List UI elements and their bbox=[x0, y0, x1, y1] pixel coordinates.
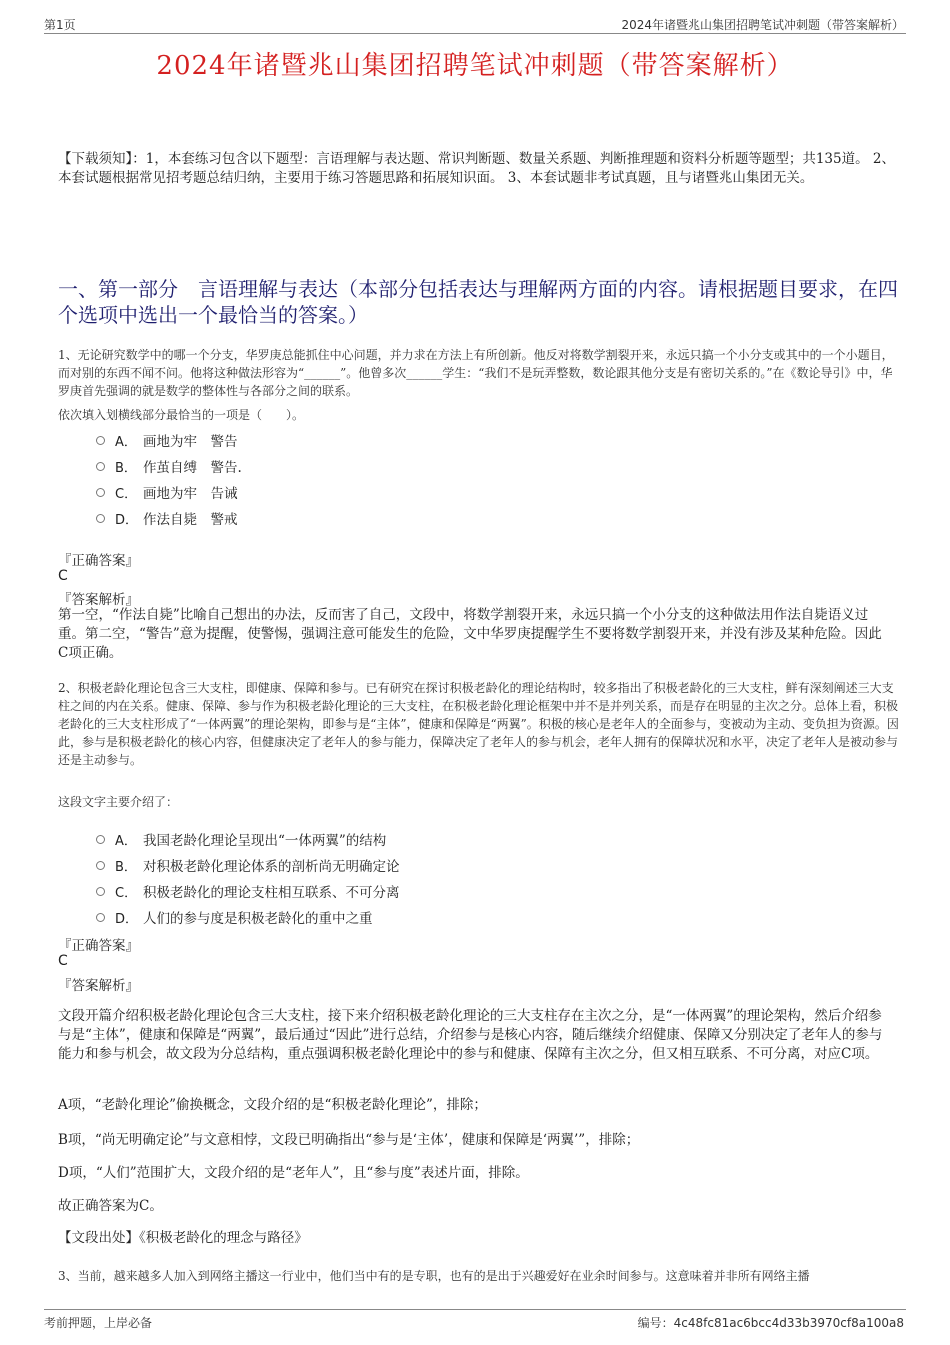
q1-answer-label: 『正确答案』 bbox=[58, 553, 139, 569]
radio-icon[interactable] bbox=[96, 887, 105, 896]
radio-icon[interactable] bbox=[96, 436, 105, 445]
radio-icon[interactable] bbox=[96, 462, 105, 471]
q2-option-d[interactable] bbox=[96, 907, 373, 927]
radio-icon[interactable] bbox=[96, 861, 105, 870]
q2-option-b[interactable] bbox=[96, 855, 400, 875]
footer-slogan: 考前押题，上岸必备 bbox=[44, 1316, 153, 1330]
option-text: 作法自毙 警戒 bbox=[143, 512, 238, 528]
option-label: C． bbox=[115, 885, 138, 901]
q2-analysis: 文段开篇介绍积极老龄化理论包含三大支柱，接下来介绍积极老龄化理论的三大支柱存在主次之分，是“一体两翼”的理论架构，然后介绍参与是“主体”，健康和保障是“两翼”，最后通过“因此”进行总结，介绍参与是核心内容，随后继续介绍健康、保障又分别决定了老年人的参与能力和参与机会，故文段为分总结构，重点强调积极老龄化理论中的参与和健康、保障有主次之分，但又相互联系、不可分离，对应C项。 bbox=[58, 1008, 883, 1062]
option-label: A． bbox=[115, 833, 137, 849]
q1-answer: C bbox=[58, 568, 68, 584]
option-text: 画地为牢 警告 bbox=[143, 434, 238, 450]
option-text: 画地为牢 告诫 bbox=[143, 486, 238, 502]
option-text: 作茧自缚 警告. bbox=[143, 460, 242, 476]
q1-option-c[interactable] bbox=[96, 482, 238, 502]
radio-icon[interactable] bbox=[96, 835, 105, 844]
option-text: 我国老龄化理论呈现出“一体两翼”的结构 bbox=[143, 833, 387, 849]
download-notice: 【下载须知】：1，本套练习包含以下题型：言语理解与表达题、常识判断题、数量关系题、判断推理题和资料分析题等题型；共135道。 2、本套试题根据常见招考题总结归纳，主要用于练习答题思路和拓展知识面。 3、本套试题非考试真题，且与诸暨兆山集团无关。 bbox=[58, 151, 895, 186]
footer-doc-id: 编号：4c48fc81ac6bcc4d33b3970cf8a100a8 bbox=[637, 1316, 904, 1330]
radio-icon[interactable] bbox=[96, 488, 105, 497]
option-label: D． bbox=[115, 512, 139, 528]
option-text: 积极老龄化的理论支柱相互联系、不可分离 bbox=[143, 885, 400, 901]
question-2-prompt: 这段文字主要介绍了： bbox=[58, 795, 179, 809]
header-doc-title: 2024年诸暨兆山集团招聘笔试冲刺题（带答案解析） bbox=[621, 18, 904, 32]
option-label: B． bbox=[115, 460, 137, 476]
q2-source: 【文段出处】《积极老龄化的理念与路径》 bbox=[58, 1230, 308, 1246]
option-label: D． bbox=[115, 911, 139, 927]
option-label: A． bbox=[115, 434, 137, 450]
question-3-stem: 3、当前，越来越多人加入到网络主播这一行业中，他们当中有的是专职，也有的是出于兴趣爱好在业余时间参与。这意味着并非所有网络主播 bbox=[58, 1269, 810, 1283]
q2-note-d: D项，“人们”范围扩大，文段介绍的是“老年人”，且“参与度”表述片面，排除。 bbox=[58, 1165, 529, 1181]
option-text: 对积极老龄化理论体系的剖析尚无明确定论 bbox=[143, 859, 400, 875]
q1-analysis-label: 『答案解析』 bbox=[58, 592, 139, 608]
option-label: C． bbox=[115, 486, 138, 502]
radio-icon[interactable] bbox=[96, 913, 105, 922]
page-number: 第1页 bbox=[44, 18, 76, 32]
q2-analysis-label: 『答案解析』 bbox=[58, 978, 139, 994]
q2-option-c[interactable] bbox=[96, 881, 400, 901]
q2-option-a[interactable] bbox=[96, 829, 386, 849]
document-title: 2024年诸暨兆山集团招聘笔试冲刺题（带答案解析） bbox=[156, 51, 794, 81]
q2-note-a: A项，“老龄化理论”偷换概念，文段介绍的是“积极老龄化理论”，排除； bbox=[58, 1097, 487, 1113]
option-text: 人们的参与度是积极老龄化的重中之重 bbox=[143, 911, 373, 927]
q1-option-d[interactable] bbox=[96, 508, 238, 528]
header-divider bbox=[44, 33, 906, 34]
q1-option-a[interactable] bbox=[96, 430, 238, 450]
radio-icon[interactable] bbox=[96, 514, 105, 523]
q2-answer-label: 『正确答案』 bbox=[58, 938, 139, 954]
q2-conclusion: 故正确答案为C。 bbox=[58, 1198, 163, 1214]
q2-note-b: B项，“尚无明确定论”与文意相悖，文段已明确指出“参与是‘主体’，健康和保障是‘两翼’”，排除； bbox=[58, 1132, 640, 1148]
question-1-stem: 1、无论研究数学中的哪一个分支，华罗庚总能抓住中心问题，并力求在方法上有所创新。他反对将数学割裂开来，永远只搞一个小分支或其中的一个小题目，而对别的东西不闻不问。他将这种做法形容为“______”。他曾多次______学生：“我们不是玩弄整数，数论跟其他分支是有密切关系的。”在《数论导引》中，华罗庚首先强调的就是数学的整体性与各部分之间的联系。 bbox=[58, 348, 894, 398]
question-2-stem: 2、积极老龄化理论包含三大支柱，即健康、保障和参与。已有研究在探讨积极老龄化的理论结构时，较多指出了积极老龄化的三大支柱，鲜有深刻阐述三大支柱之间的内在关系。健康、保障、参与作为积极老龄化理论的三大支柱，在积极老龄化理论框架中并不是并列关系，而是存在明显的主次之分。总体上看，积极老龄化的三大支柱形成了“一体两翼”的理论架构，即参与是“主体”，健康和保障是“两翼”。积极的核心是老年人的全面参与，变被动为主动、变负担为资源。因此，参与是积极老龄化的核心内容，但健康决定了老年人的参与能力，保障决定了老年人的参与机会，老年人拥有的保障状况和水平，决定了老年人是被动参与还是主动参与。 bbox=[58, 681, 899, 767]
section-heading: 一、第一部分 言语理解与表达（本部分包括表达与理解两方面的内容。请根据题目要求，在四个选项中选出一个最恰当的答案。） bbox=[58, 277, 898, 327]
q1-analysis: 第一空，“作法自毙”比喻自己想出的办法，反而害了自己，文段中，将数学割裂开来，永远只搞一个小分支的这种做法用作法自毙语义过重。第二空，“警告”意为提醒，使警惕，强调注意可能发生的危险，文中华罗庚提醒学生不要将数学割裂开来，并没有涉及某种危险。因此C项正确。 bbox=[58, 607, 882, 661]
q2-answer: C bbox=[58, 953, 68, 969]
footer-divider bbox=[44, 1309, 906, 1310]
q1-option-b[interactable] bbox=[96, 456, 242, 476]
question-1-prompt: 依次填入划横线部分最恰当的一项是（ ）。 bbox=[58, 408, 305, 422]
option-label: B． bbox=[115, 859, 137, 875]
